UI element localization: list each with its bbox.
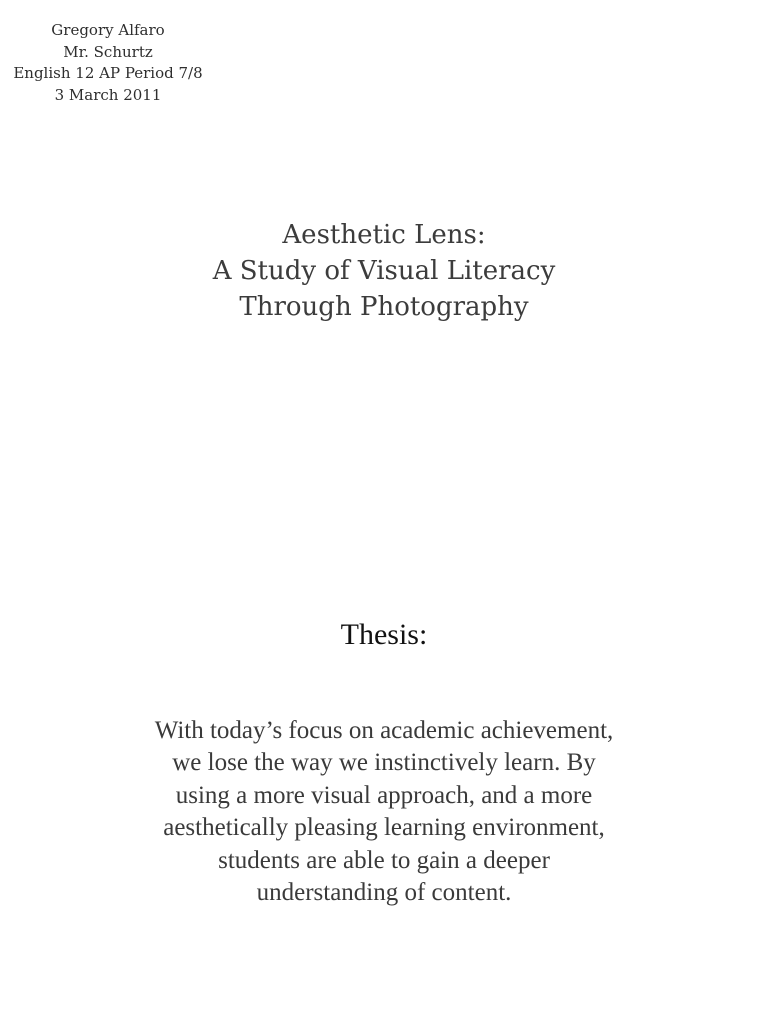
thesis-heading: Thesis: — [340, 618, 428, 651]
thesis-line: using a more visual approach, and a more — [175, 781, 593, 809]
thesis-line: With today’s focus on academic achievement, — [154, 717, 614, 744]
title-line: Aesthetic Lens: — [282, 220, 486, 250]
thesis-line: students are able to gain a deeper — [218, 846, 550, 874]
title-line: Through Photography — [239, 292, 529, 322]
course-name: English 12 AP Period 7/8 — [13, 64, 203, 82]
author-header — [0, 20, 216, 106]
thesis-line: understanding of content. — [256, 879, 512, 907]
author-name: Gregory Alfaro — [51, 21, 165, 39]
teacher-name: Mr. Schurtz — [63, 42, 153, 61]
paper-title — [0, 217, 768, 325]
title-line: A Study of Visual Literacy — [212, 256, 556, 286]
date: 3 March 2011 — [54, 85, 162, 104]
thesis-line: aesthetically pleasing learning environment, — [163, 814, 605, 842]
thesis-statement — [0, 715, 768, 909]
thesis-line: we lose the way we instinctively learn. By — [172, 749, 596, 777]
